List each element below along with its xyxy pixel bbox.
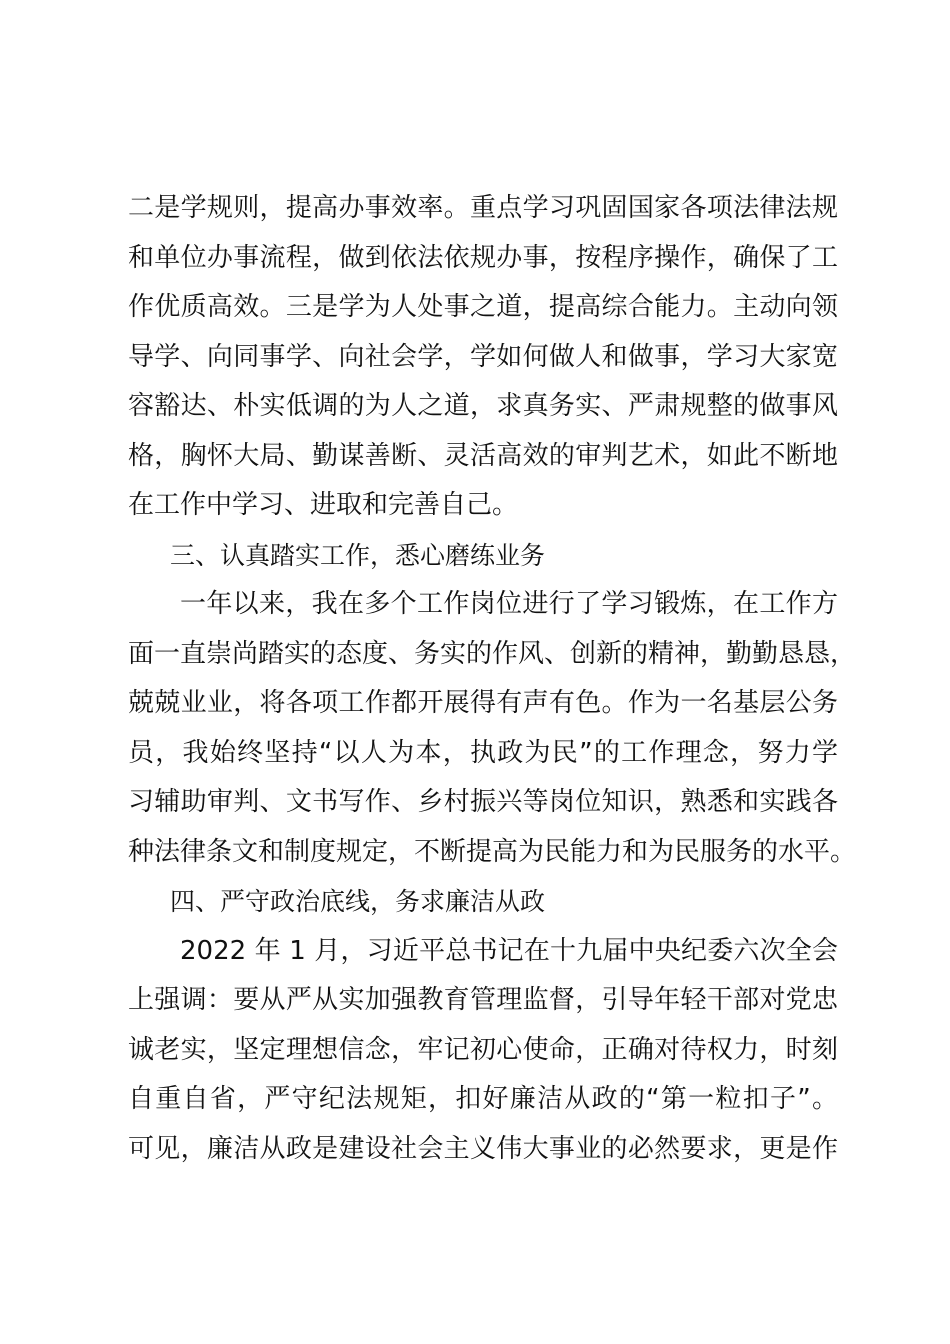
text-line: 格，胸怀大局、勤谋善断、灵活高效的审判艺术，如此不断地 bbox=[128, 440, 838, 471]
text-line: 员，我始终坚持“以人为本，执政为民”的工作理念，努力学 bbox=[128, 737, 838, 768]
text-line: 习辅助审判、文书写作、乡村振兴等岗位知识，熟悉和实践各 bbox=[128, 787, 838, 817]
text-line: 种法律条文和制度规定，不断提高为民能力和为民服务的水平。 bbox=[128, 836, 857, 867]
text-line: 面一直崇尚踏实的态度、务实的作风、创新的精神，勤勤恳恳， bbox=[128, 638, 857, 669]
text-line: 2022 年 1 月，习近平总书记在十九届中央纪委六次全会 bbox=[180, 935, 838, 966]
paragraph-work-diligently bbox=[128, 580, 857, 877]
paragraph-integrity bbox=[128, 927, 838, 1175]
section-heading-4 bbox=[128, 877, 838, 927]
text-line: 诚老实，坚定理想信念，牢记初心使命，正确对待权力，时刻 bbox=[128, 1034, 838, 1065]
paragraph-learn-rules bbox=[128, 184, 838, 531]
text-line: 兢兢业业，将各项工作都开展得有声有色。作为一名基层公务 bbox=[128, 688, 838, 718]
text-line: 可见，廉洁从政是建设社会主义伟大事业的必然要求，更是作 bbox=[128, 1133, 838, 1164]
body-text bbox=[128, 184, 857, 1174]
text-line: 自重自省，严守纪法规矩，扣好廉洁从政的“第一粒扣子”。 bbox=[128, 1084, 838, 1114]
section-heading-3 bbox=[128, 531, 838, 581]
text-line: 作优质高效。三是学为人处事之道，提高综合能力。主动向领 bbox=[128, 292, 838, 322]
text-line: 二是学规则，提高办事效率。重点学习巩固国家各项法律法规 bbox=[128, 193, 838, 223]
text-line: 和单位办事流程，做到依法依规办事，按程序操作，确保了工 bbox=[128, 242, 838, 273]
text-line: 上强调：要从严从实加强教育管理监督，引导年轻干部对党忠 bbox=[128, 985, 838, 1015]
heading-line: 四、严守政治底线，务求廉洁从政 bbox=[170, 887, 546, 916]
text-line: 在工作中学习、进取和完善自己。 bbox=[128, 490, 519, 520]
text-line: 容豁达、朴实低调的为人之道，求真务实、严肃规整的做事风 bbox=[128, 391, 838, 421]
heading-line: 三、认真踏实工作，悉心磨练业务 bbox=[170, 540, 546, 570]
text-line: 一年以来，我在多个工作岗位进行了学习锻炼，在工作方 bbox=[180, 589, 838, 619]
text-line: 导学、向同事学、向社会学，学如何做人和做事，学习大家宽 bbox=[128, 341, 838, 372]
